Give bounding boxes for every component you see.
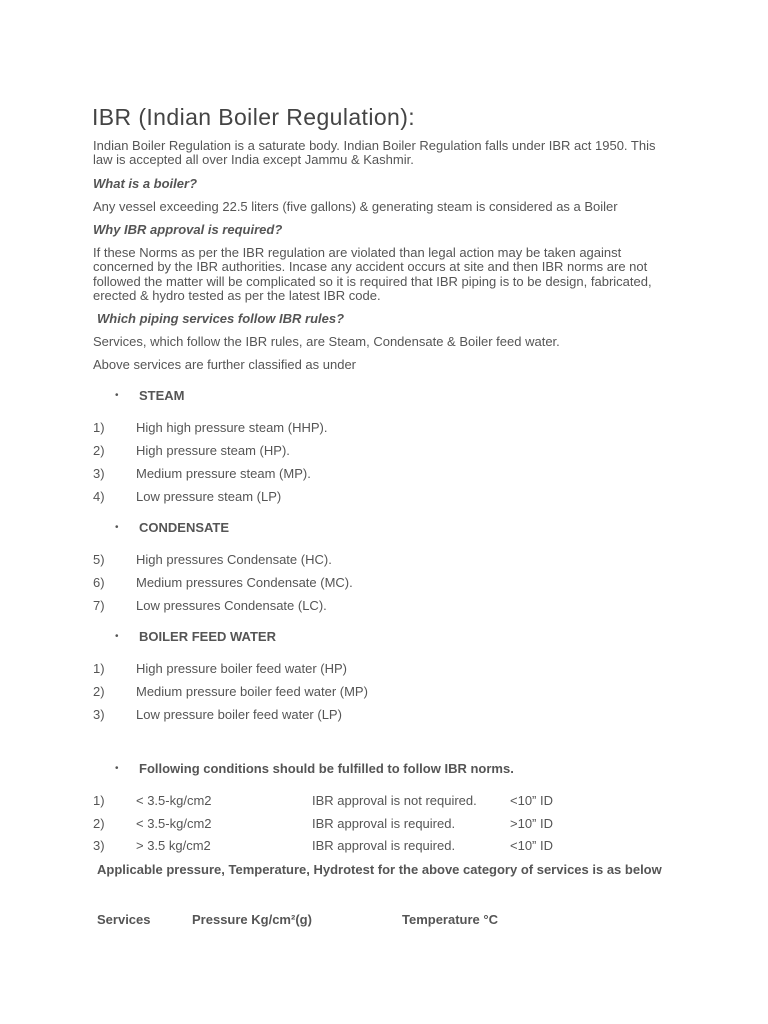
question-what-is-boiler: What is a boiler? xyxy=(93,176,198,191)
condition-number: 1) xyxy=(93,793,105,808)
list-item-number: 1) xyxy=(93,420,105,435)
question-which-services: Which piping services follow IBR rules? xyxy=(97,311,345,326)
steam-heading: STEAM xyxy=(139,388,185,403)
list-item-number: 2) xyxy=(93,443,105,458)
answer-why-ibr: If these Norms as per the IBR regulation are violated than legal action may be taken against concerned by the IBR authorities. Incase any accident occurs at site and then IBR norms are not followed the matter will be complicated so it is required that IBR piping is to be design, fabricated, erected & hydro tested as per the latest IBR code. xyxy=(93,245,652,303)
bfw-heading: BOILER FEED WATER xyxy=(139,629,276,644)
list-item-number: 5) xyxy=(93,552,105,567)
bullet-icon: • xyxy=(115,390,119,401)
condition-approval: IBR approval is not required. xyxy=(312,793,477,808)
condition-approval: IBR approval is required. xyxy=(312,838,456,853)
list-item-number: 1) xyxy=(93,661,105,676)
list-item: High high pressure steam (HHP). xyxy=(136,420,328,435)
question-why-ibr: Why IBR approval is required? xyxy=(93,222,283,237)
list-item-number: 7) xyxy=(93,598,105,613)
services-classified-text: Above services are further classified as under xyxy=(93,357,357,372)
list-item: Medium pressures Condensate (MC). xyxy=(136,575,353,590)
list-item-number: 6) xyxy=(93,575,105,590)
page-title: IBR (Indian Boiler Regulation): xyxy=(92,104,416,130)
list-item: High pressure boiler feed water (HP) xyxy=(136,661,347,676)
bullet-icon: • xyxy=(115,763,119,774)
bullet-icon: • xyxy=(115,631,119,642)
list-item-number: 3) xyxy=(93,466,105,481)
condition-pressure: > 3.5 kg/cm2 xyxy=(136,838,211,853)
list-item: Low pressure steam (LP) xyxy=(136,489,282,504)
table-header-services: Services xyxy=(97,912,151,927)
bullet-icon: • xyxy=(115,522,119,533)
list-item: Medium pressure steam (MP). xyxy=(136,466,311,481)
applicable-heading: Applicable pressure, Temperature, Hydrotest for the above category of services is as below xyxy=(97,862,662,877)
condition-size: <10” ID xyxy=(510,838,553,853)
condition-size: <10” ID xyxy=(510,793,553,808)
table-header-temperature: Temperature °C xyxy=(402,912,498,927)
condition-approval: IBR approval is required. xyxy=(312,816,456,831)
list-item: Medium pressure boiler feed water (MP) xyxy=(136,684,368,699)
answer-what-is-boiler: Any vessel exceeding 22.5 liters (five gallons) & generating steam is considered as a Boiler xyxy=(93,199,618,214)
list-item-number: 3) xyxy=(93,707,105,722)
list-item: Low pressures Condensate (LC). xyxy=(136,598,327,613)
intro-paragraph: Indian Boiler Regulation is a saturate body. Indian Boiler Regulation falls under IBR act 1950. This law is accepted all over India except Jammu & Kashmir. xyxy=(93,138,656,168)
list-item: Low pressure boiler feed water (LP) xyxy=(136,707,342,722)
list-item-number: 4) xyxy=(93,489,105,504)
answer-which-services: Services, which follow the IBR rules, are Steam, Condensate & Boiler feed water. xyxy=(93,334,560,349)
table-header-pressure: Pressure Kg/cm²(g) xyxy=(192,912,312,927)
conditions-heading: Following conditions should be fulfilled to follow IBR norms. xyxy=(139,761,514,776)
list-item: High pressures Condensate (HC). xyxy=(136,552,332,567)
condition-size: >10” ID xyxy=(510,816,553,831)
condition-pressure: < 3.5-kg/cm2 xyxy=(136,816,212,831)
list-item-number: 2) xyxy=(93,684,105,699)
condition-number: 3) xyxy=(93,838,105,853)
condensate-heading: CONDENSATE xyxy=(139,520,230,535)
condition-pressure: < 3.5-kg/cm2 xyxy=(136,793,212,808)
condition-number: 2) xyxy=(93,816,105,831)
list-item: High pressure steam (HP). xyxy=(136,443,290,458)
